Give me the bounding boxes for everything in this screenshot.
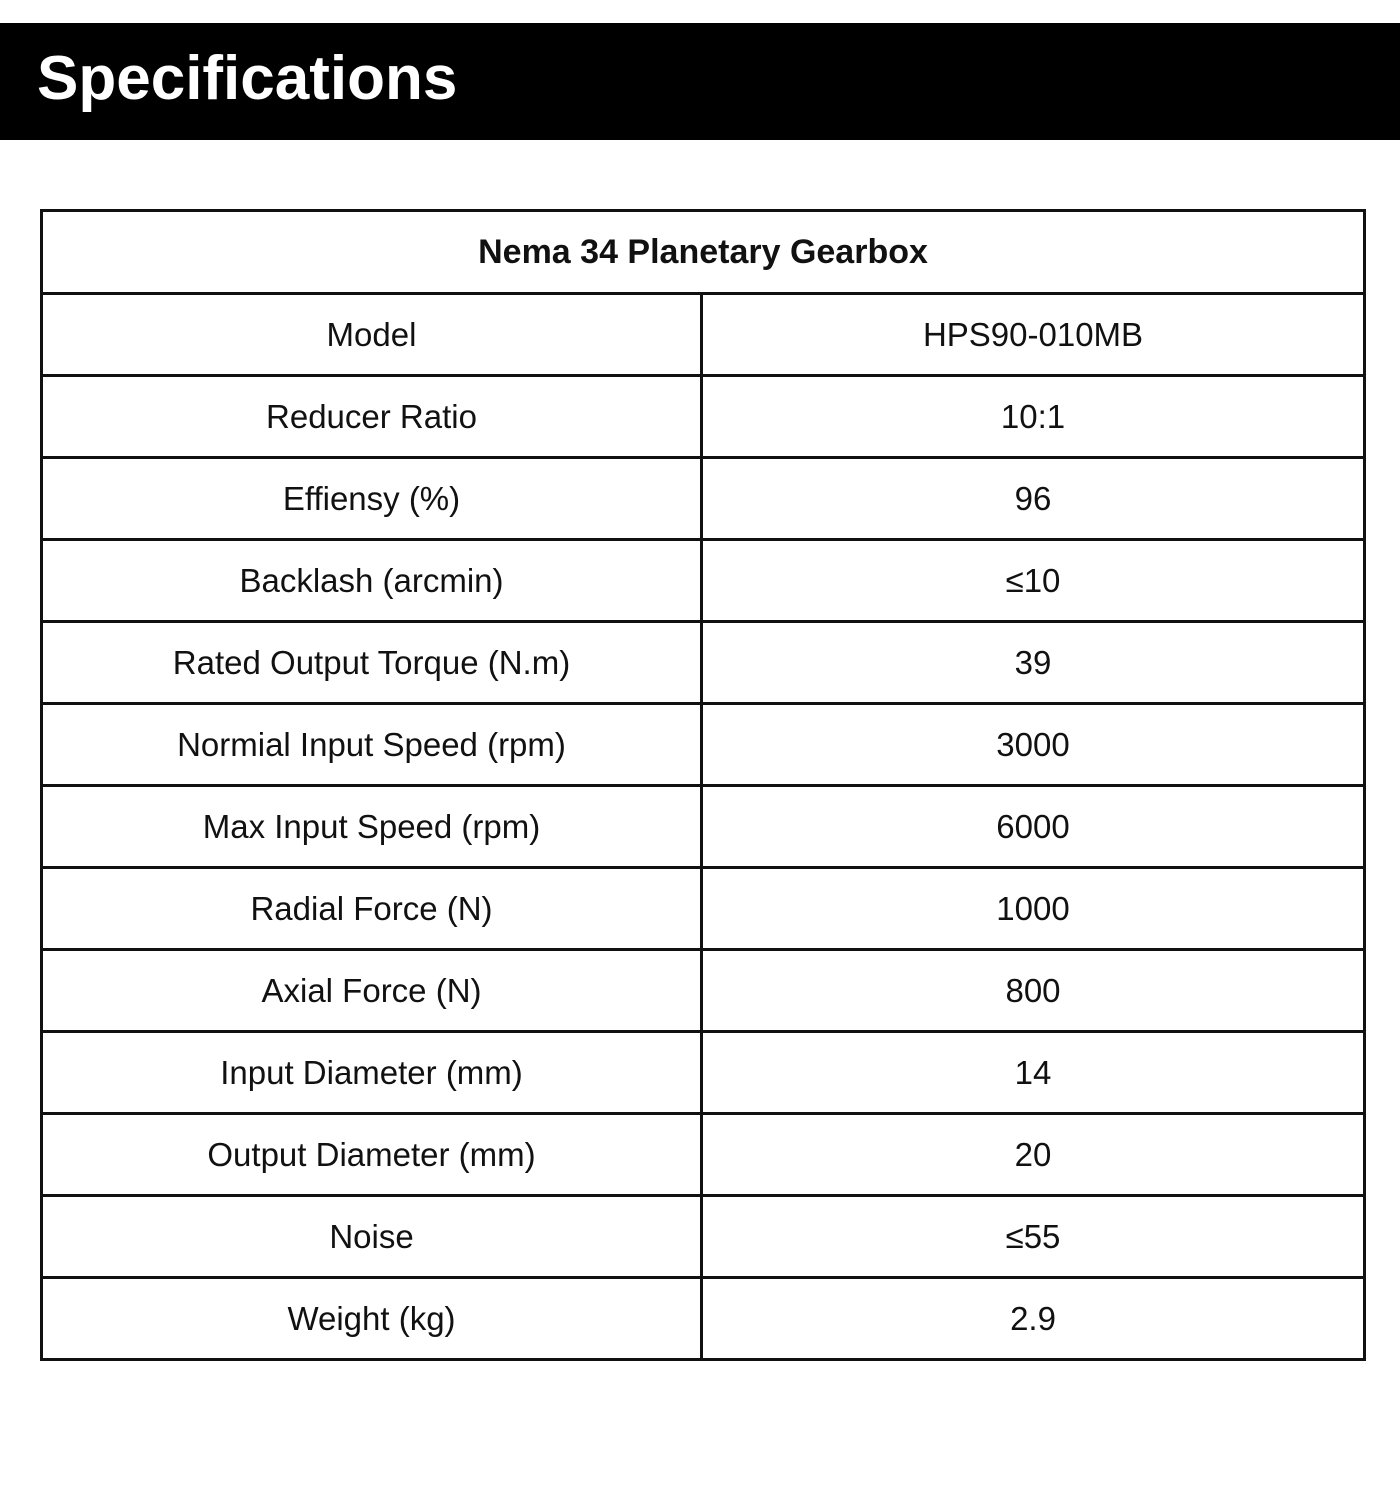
spec-value: 39: [702, 622, 1365, 704]
spec-label: Rated Output Torque (N.m): [42, 622, 702, 704]
table-row: [42, 950, 1365, 1032]
spec-label: Radial Force (N): [42, 868, 702, 950]
spec-value: 14: [702, 1032, 1365, 1114]
spec-value: 20: [702, 1114, 1365, 1196]
spec-value: 10:1: [702, 376, 1365, 458]
table-row: [42, 786, 1365, 868]
table-title-row: [42, 211, 1365, 294]
table-row: [42, 540, 1365, 622]
table-row: [42, 458, 1365, 540]
table-row: [42, 868, 1365, 950]
table-row: [42, 704, 1365, 786]
header-bar: [0, 23, 1400, 140]
spec-value: 800: [702, 950, 1365, 1032]
spec-value: ≤55: [702, 1196, 1365, 1278]
spec-label: Reducer Ratio: [42, 376, 702, 458]
table-row: [42, 376, 1365, 458]
table-row: [42, 1196, 1365, 1278]
spec-value: 3000: [702, 704, 1365, 786]
spec-value: HPS90-010MB: [702, 294, 1365, 376]
spec-label: Output Diameter (mm): [42, 1114, 702, 1196]
spec-value: 1000: [702, 868, 1365, 950]
spec-table: [40, 209, 1366, 1361]
spec-value: 96: [702, 458, 1365, 540]
spec-label: Normial Input Speed (rpm): [42, 704, 702, 786]
spec-value: 2.9: [702, 1278, 1365, 1360]
table-row: [42, 622, 1365, 704]
table-row: [42, 1114, 1365, 1196]
spec-label: Weight (kg): [42, 1278, 702, 1360]
table-row: [42, 294, 1365, 376]
spec-label: Noise: [42, 1196, 702, 1278]
page-title: Specifications: [37, 44, 458, 113]
spec-label: Max Input Speed (rpm): [42, 786, 702, 868]
spec-label: Model: [42, 294, 702, 376]
spec-value: 6000: [702, 786, 1365, 868]
spec-label: Effiensy (%): [42, 458, 702, 540]
spec-label: Backlash (arcmin): [42, 540, 702, 622]
table-row: [42, 1032, 1365, 1114]
spec-value: ≤10: [702, 540, 1365, 622]
table-title: Nema 34 Planetary Gearbox: [42, 211, 1365, 294]
spec-label: Input Diameter (mm): [42, 1032, 702, 1114]
spec-label: Axial Force (N): [42, 950, 702, 1032]
table-row: [42, 1278, 1365, 1360]
